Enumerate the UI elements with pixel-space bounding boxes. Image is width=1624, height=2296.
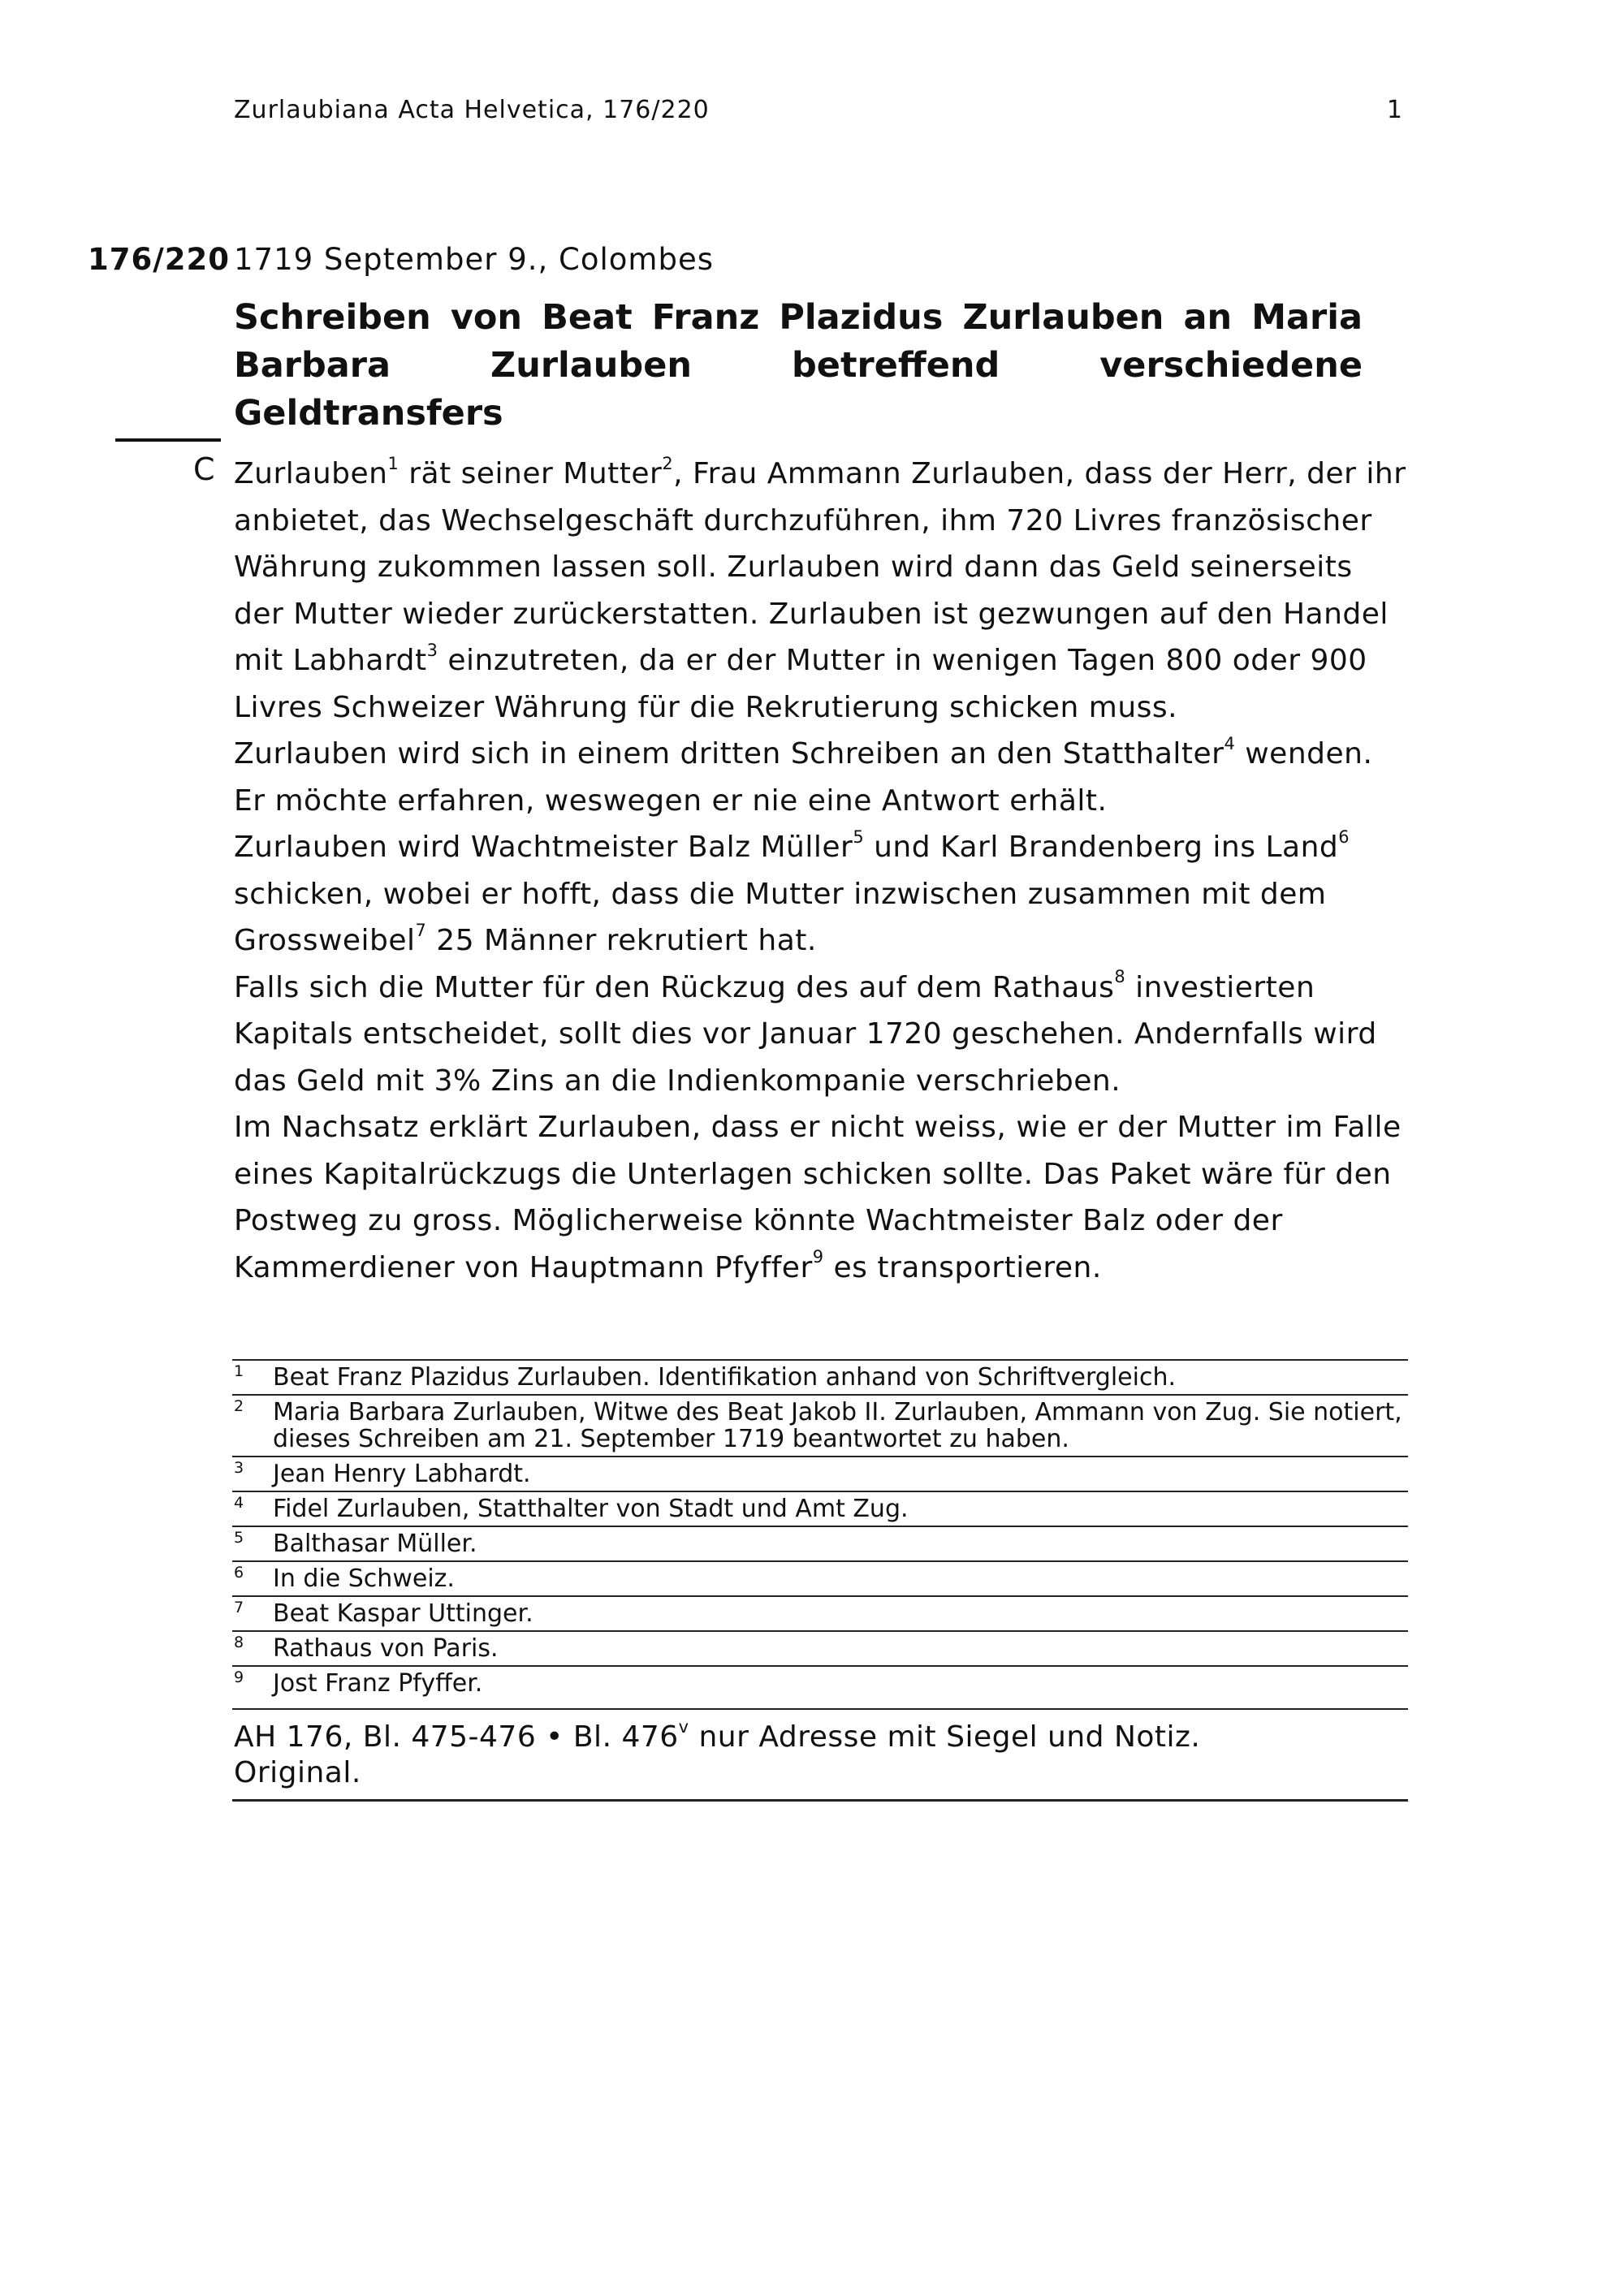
footnote-number: 7 xyxy=(234,1599,244,1616)
summary-paragraph xyxy=(234,451,1411,731)
source-note xyxy=(232,1708,1408,1802)
verso-mark: v xyxy=(678,1716,689,1737)
document-title: Schreiben von Beat Franz Plazidus Zurlauben an Maria Barbara Zurlauben betreffend verschiedene Geldtransfers xyxy=(234,297,1363,434)
footnote-ref[interactable]: 4 xyxy=(1224,733,1236,753)
footnote-item xyxy=(232,1491,1408,1526)
footnote-text: In die Schweiz. xyxy=(273,1564,455,1593)
summary-paragraph xyxy=(234,824,1411,965)
text-run: , Frau Ammann Zurlauben, dass der Herr, der ihr anbietet, das Wechselgeschäft durchzuführen, ihm 720 Livres französischer Währung zukommen lassen soll. Zurlauben wird dann das Geld seinerseits der Mutter wieder zurückerstatten. Zurlauben ist gezwungen auf den Handel mit Labhardt xyxy=(234,457,1406,677)
text-run: Zurlauben xyxy=(234,457,388,490)
footnote-text: Jean Henry Labhardt. xyxy=(273,1460,531,1488)
summary-paragraph xyxy=(234,1104,1411,1291)
footnote-text: Balthasar Müller. xyxy=(273,1530,477,1558)
source-line: Original. xyxy=(234,1756,361,1789)
footnote-number: 5 xyxy=(234,1529,244,1547)
footnote-text: Beat Franz Plazidus Zurlauben. Identifikation anhand von Schriftvergleich. xyxy=(273,1363,1177,1392)
text-run: es transportieren. xyxy=(823,1250,1102,1284)
footnote-ref[interactable]: 7 xyxy=(415,920,427,940)
footnote-ref[interactable]: 6 xyxy=(1338,826,1350,847)
page-number: 1 xyxy=(1386,96,1403,124)
footnote-item xyxy=(232,1394,1408,1456)
footnote-text: Beat Kaspar Uttinger. xyxy=(273,1599,533,1628)
footnote-number: 1 xyxy=(234,1362,244,1380)
footnote-text: Maria Barbara Zurlauben, Witwe des Beat Jakob II. Zurlauben, Ammann von Zug. Sie notiert, dieses Schreiben am 21. September 1719 beantwortet zu haben. xyxy=(273,1398,1402,1453)
source-text: nur Adresse mit Siegel und Notiz. xyxy=(689,1720,1201,1754)
footnote-number: 9 xyxy=(234,1668,244,1686)
text-run: Falls sich die Mutter für den Rückzug des auf dem Rathaus xyxy=(234,970,1115,1004)
footnote-number: 4 xyxy=(234,1494,244,1512)
text-run: Im Nachsatz erklärt Zurlauben, dass er nicht weiss, wie er der Mutter im Falle eines Kapitalrückzugs die Unterlagen schicken sollte. Das Paket wäre für den Postweg zu gross. Möglicherweise könnte Wachtmeister Balz oder der Kammerdiener von Hauptmann Pfyffer xyxy=(234,1111,1402,1284)
footnote-text: Fidel Zurlauben, Statthalter von Stadt und Amt Zug. xyxy=(273,1495,909,1523)
footnote-text: Jost Franz Pfyffer. xyxy=(273,1669,483,1698)
text-run: wenden. Er möchte erfahren, weswegen er nie eine Antwort erhält. xyxy=(234,737,1373,818)
summary-text xyxy=(234,451,1411,1291)
footnote-number: 2 xyxy=(234,1397,244,1415)
document-date-place: 1719 September 9., Colombes xyxy=(234,242,714,277)
footnote-ref[interactable]: 9 xyxy=(812,1247,824,1267)
running-head xyxy=(234,96,1403,124)
text-run: investierten Kapitals entscheidet, sollt dies vor Januar 1720 geschehen. Andernfalls wird das Geld mit 3% Zins an die Indienkompanie verschrieben. xyxy=(234,970,1377,1098)
footnote-ref[interactable]: 3 xyxy=(426,640,438,660)
footnote-number: 3 xyxy=(234,1459,244,1477)
document-number: 176/220 xyxy=(88,242,230,277)
text-run: rät seiner Mutter xyxy=(399,457,663,490)
running-title: Zurlaubiana Acta Helvetica, 176/220 xyxy=(234,96,710,124)
footnotes-block xyxy=(232,1359,1408,1802)
footnote-number: 6 xyxy=(234,1564,244,1582)
text-run: Zurlauben wird sich in einem dritten Schreiben an den Statthalter xyxy=(234,737,1224,770)
footnote-ref[interactable]: 5 xyxy=(853,826,865,847)
footnote-ref[interactable]: 2 xyxy=(662,453,674,473)
summary-paragraph xyxy=(234,965,1411,1105)
footnote-item xyxy=(232,1630,1408,1665)
footnote-item xyxy=(232,1560,1408,1595)
footnote-number: 8 xyxy=(234,1634,244,1651)
footnote-text: Rathaus von Paris. xyxy=(273,1634,499,1663)
margin-rule xyxy=(115,438,221,442)
footnote-item xyxy=(232,1456,1408,1491)
summary-paragraph xyxy=(234,731,1411,824)
text-run: schicken, wobei er hofft, dass die Mutter inzwischen zusammen mit dem Grossweibel xyxy=(234,877,1327,957)
footnote-item xyxy=(232,1526,1408,1560)
footnote-item xyxy=(232,1595,1408,1630)
text-run: und Karl Brandenberg ins Land xyxy=(864,831,1339,864)
source-line xyxy=(234,1716,1406,1755)
text-run: Zurlauben wird Wachtmeister Balz Müller xyxy=(234,831,853,864)
footnote-ref[interactable]: 8 xyxy=(1114,967,1126,987)
text-run: einzutreten, da er der Mutter in wenigen Tagen 800 oder 900 Livres Schweizer Währung für die Rekrutierung schicken muss. xyxy=(234,644,1367,724)
source-text: AH 176, Bl. 475-476 • Bl. 476 xyxy=(234,1720,679,1754)
margin-letter: C xyxy=(193,451,215,487)
footnote-item xyxy=(232,1665,1408,1700)
text-run: 25 Männer rekrutiert hat. xyxy=(426,924,817,957)
footnote-ref[interactable]: 1 xyxy=(387,453,400,473)
footnote-item xyxy=(232,1359,1408,1394)
